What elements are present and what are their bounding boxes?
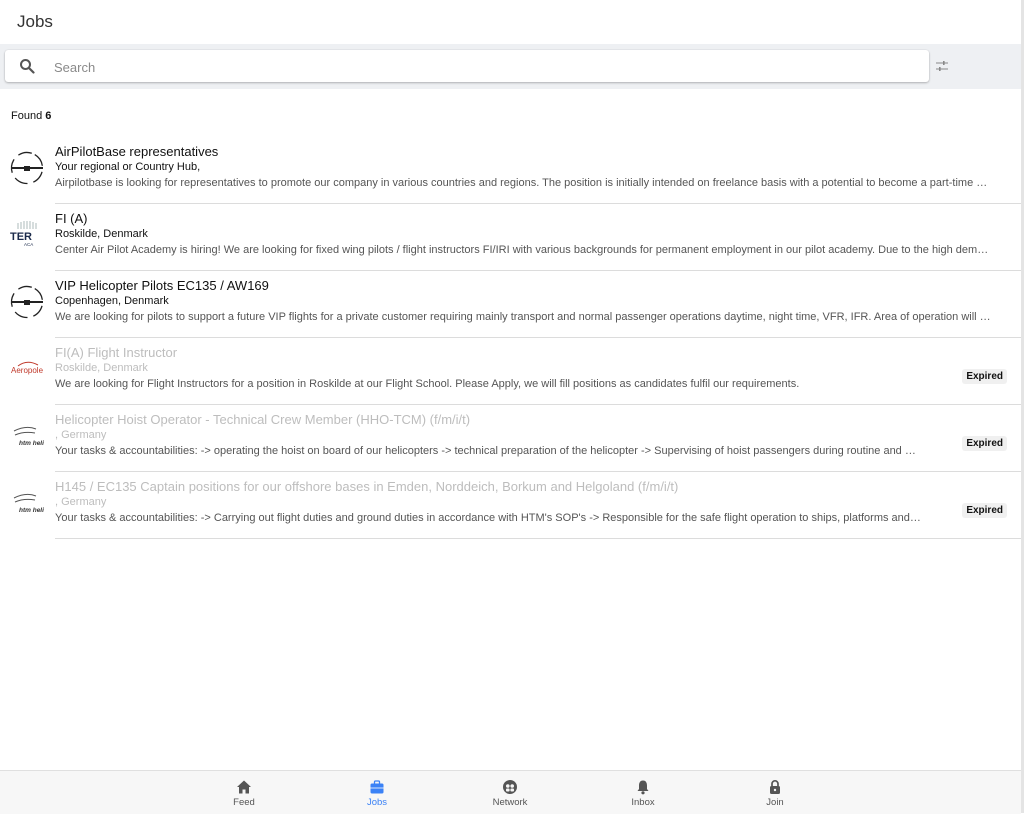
job-location: Roskilde, Denmark: [55, 228, 148, 240]
tab-label: Inbox: [631, 797, 655, 808]
job-list-item[interactable]: [0, 137, 1021, 204]
job-title[interactable]: FI(A) Flight Instructor: [55, 345, 178, 360]
job-title[interactable]: VIP Helicopter Pilots EC135 / AW169: [55, 278, 269, 293]
bell-icon: [635, 779, 651, 795]
job-content: [55, 479, 1021, 539]
center-air-logo: [8, 216, 46, 254]
tab-label: Feed: [233, 797, 255, 808]
job-title[interactable]: H145 / EC135 Captain positions for our offshore bases in Emden, Norddeich, Borkum and Helgoland (f/m/i/t): [55, 479, 679, 494]
job-location: Roskilde, Denmark: [55, 362, 148, 374]
expired-badge: Expired: [962, 369, 1007, 384]
search-icon: [19, 58, 35, 74]
job-list-item[interactable]: [0, 405, 1021, 472]
logo-text: htm heli: [19, 507, 44, 514]
job-list-item[interactable]: [0, 338, 1021, 405]
tab-label: Join: [766, 797, 784, 808]
search-bar: [0, 44, 1021, 89]
bottom-tab-bar: [0, 770, 1021, 814]
job-location: , Germany: [55, 429, 107, 441]
tab-label: Network: [492, 797, 528, 808]
job-list: [0, 137, 1021, 539]
htm-heli-logo: [8, 484, 46, 522]
job-description: Airpilotbase is looking for representatives to promote our company in various countries and regions. The position is initially intended on freelance basis with a potential to become a part-time …: [55, 177, 988, 189]
logo-subtext: ACA: [24, 242, 34, 247]
app-header: [0, 0, 1021, 44]
lock-icon: [767, 779, 783, 795]
job-location: Copenhagen, Denmark: [55, 295, 169, 307]
job-description: We are looking for Flight Instructors for a position in Roskilde at our Flight School. Please Apply, we will fill positions as candidates fulfil our requirements.: [55, 378, 800, 390]
htm-heli-logo: [8, 417, 46, 455]
expired-badge: Expired: [962, 503, 1007, 518]
job-title[interactable]: Helicopter Hoist Operator - Technical Crew Member (HHO-TCM) (f/m/i/t): [55, 412, 471, 427]
job-location: Your regional or Country Hub,: [55, 161, 201, 173]
expired-badge: Expired: [962, 436, 1007, 451]
job-list-item[interactable]: [0, 271, 1021, 338]
airpilotbase-logo: [8, 283, 46, 321]
page-title: Jobs: [17, 12, 53, 31]
home-icon: [236, 779, 252, 795]
tab-inbox[interactable]: [613, 779, 673, 808]
tab-join[interactable]: [745, 779, 805, 808]
filter-sliders-icon[interactable]: [935, 59, 949, 73]
tab-feed[interactable]: [214, 779, 274, 808]
results-prefix: Found: [11, 110, 43, 122]
job-content: [55, 278, 1021, 338]
search-box[interactable]: [5, 50, 929, 82]
tab-label: Jobs: [366, 797, 388, 808]
job-content: [55, 144, 1021, 204]
job-description: Your tasks & accountabilities: -> Carrying out flight duties and ground duties in accordance with HTM's SOP's -> Responsible for the safe flight operation to ships, platforms and…: [55, 512, 921, 524]
aeropole-logo: [8, 350, 46, 388]
job-list-item[interactable]: [0, 204, 1021, 271]
tab-jobs[interactable]: [347, 779, 407, 808]
job-list-item[interactable]: [0, 472, 1021, 539]
logo-text: Aeropole: [11, 366, 44, 375]
job-title[interactable]: FI (A): [55, 211, 88, 226]
job-title[interactable]: AirPilotBase representatives: [55, 144, 219, 159]
job-description: Center Air Pilot Academy is hiring! We are looking for fixed wing pilots / flight instructors FI/IRI with various backgrounds for permanent employment in our pilot academy. Due to the high dem…: [55, 244, 989, 256]
job-content: [55, 211, 1021, 271]
job-content: [55, 412, 1021, 472]
logo-text: TER: [10, 231, 32, 243]
search-input[interactable]: [52, 56, 916, 78]
results-number: 6: [45, 110, 52, 122]
logo-text: htm heli: [19, 440, 44, 447]
job-description: Your tasks & accountabilities: -> operating the hoist on board of our helicopters -> technical preparation of the helicopter -> Supervising of hoist passengers during routine and …: [55, 445, 916, 457]
tab-network[interactable]: [480, 779, 540, 808]
airpilotbase-logo: [8, 149, 46, 187]
results-count: [11, 110, 51, 122]
job-location: , Germany: [55, 496, 107, 508]
network-icon: [502, 779, 518, 795]
job-content: [55, 345, 1021, 405]
briefcase-icon: [369, 779, 385, 795]
job-description: We are looking for pilots to support a future VIP flights for a private customer requiring mainly transport and normal passenger operations daytime, night time, VFR, IFR. Area of operation will …: [55, 311, 991, 323]
